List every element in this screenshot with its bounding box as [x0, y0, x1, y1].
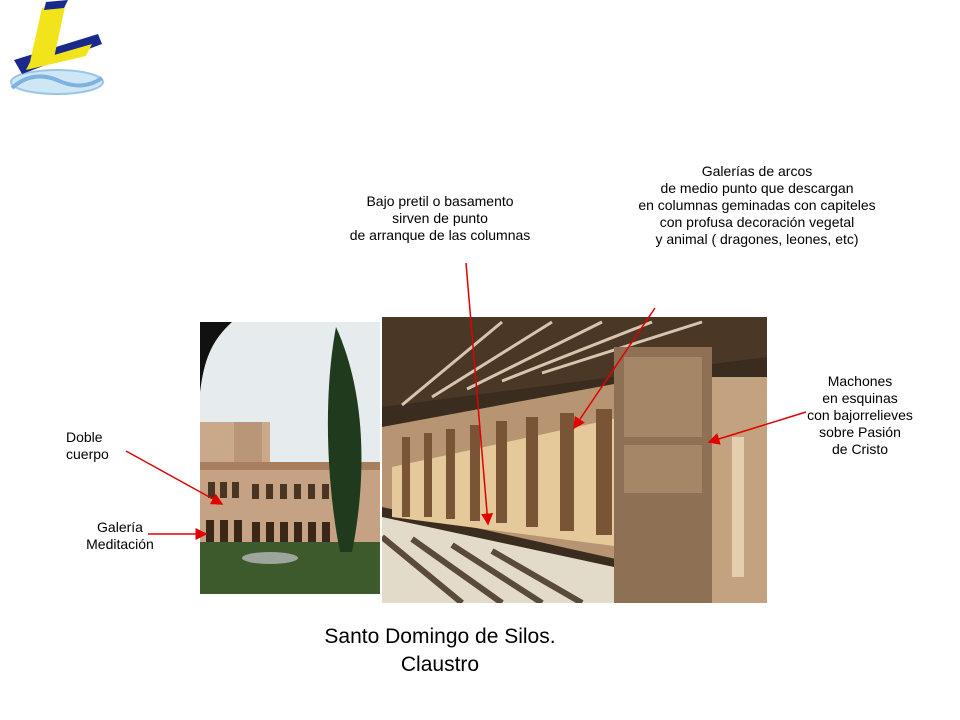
annotation-line: cuerpo: [66, 446, 109, 462]
l-letter-logo-icon: [2, 0, 110, 100]
annotation-galeria-meditacion: [76, 519, 164, 553]
caption-line: Claustro: [400, 653, 480, 676]
annotation-line: Machones: [827, 373, 893, 389]
annotation-line: con profusa decoración vegetal: [659, 214, 855, 230]
annotation-line: Galerías de arcos: [701, 163, 813, 179]
annotation-bajo-pretil: [330, 193, 550, 244]
annotation-galerias-arcos: [622, 163, 892, 248]
annotation-line: y animal ( dragones, leones, etc): [655, 231, 859, 247]
logo: [2, 0, 110, 100]
annotation-line: sobre Pasión: [819, 424, 901, 440]
annotation-line: en columnas geminadas con capiteles: [638, 197, 876, 213]
annotation-line: Bajo pretil o basamento: [366, 193, 514, 209]
courtyard-photo: [200, 322, 380, 594]
caption-line: Santo Domingo de Silos.: [324, 625, 556, 648]
annotation-line: Meditación: [86, 536, 154, 552]
cloister-gallery-photo: [382, 317, 767, 603]
annotation-line: Galería: [97, 519, 143, 535]
annotation-line: en esquinas: [822, 390, 898, 406]
annotation-line: sirven de punto: [392, 210, 488, 226]
annotation-line: Doble: [66, 429, 103, 445]
annotation-machones: [797, 373, 923, 458]
annotation-line: de arranque de las columnas: [349, 227, 531, 243]
annotation-line: de medio punto que descargan: [660, 180, 854, 196]
annotation-line: de Cristo: [831, 441, 889, 457]
slide-caption: [280, 623, 600, 679]
annotation-line: con bajorrelieves: [807, 407, 913, 423]
annotation-doble-cuerpo: [58, 429, 118, 463]
